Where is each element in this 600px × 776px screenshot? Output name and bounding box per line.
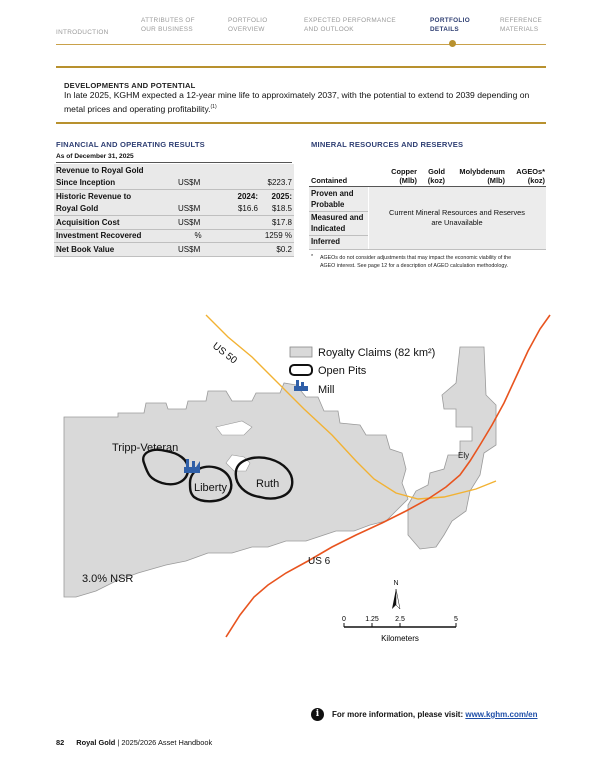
unavailable-note <box>372 208 542 228</box>
property-map <box>56 285 551 650</box>
ageo-note-line2: AGEO interest. See page 12 for a description of AGEO calculation methodology. <box>320 262 509 269</box>
north-arrow-icon <box>392 580 400 609</box>
us50-label: US 50 <box>210 340 239 367</box>
nav-divider <box>56 44 546 45</box>
info-line <box>332 710 538 719</box>
info-text: For more information, please visit: <box>332 710 466 719</box>
row-label: Historic Revenue to <box>54 190 176 203</box>
header-copper <box>385 167 417 185</box>
scale-bar <box>342 616 458 643</box>
developments-text <box>64 89 542 115</box>
nav-attributes[interactable]: ATTRIBUTES OF OUR BUSINESS <box>141 17 195 33</box>
footer-book: 2025/2026 Asset Handbook <box>121 738 213 747</box>
scale-tick-2: 2.5 <box>395 616 405 623</box>
row-label: Since Inception <box>54 177 176 190</box>
legend-mill-icon <box>294 380 308 391</box>
ely-claims-area <box>408 347 496 549</box>
row-value: 1259 % <box>260 229 294 243</box>
header-molybdenum <box>449 167 505 185</box>
legend-claims-label: Royalty Claims (82 km²) <box>318 347 436 359</box>
row-value: $16.6 <box>220 203 260 216</box>
unavailable-line1: Current Mineral Resources and Reserves <box>389 208 525 217</box>
ely-label: Ely <box>458 451 470 460</box>
legend-pits-swatch <box>290 365 312 375</box>
nav-reference-materials[interactable]: REFERENCE MATERIALS <box>500 17 543 33</box>
row-value: $0.2 <box>260 243 294 257</box>
row-label: Royal Gold <box>54 203 176 216</box>
row-inferred: Inferred <box>311 237 341 246</box>
row-label: Revenue to Royal Gold <box>54 164 176 177</box>
col-header: 2024: <box>220 190 260 203</box>
section-rule-2 <box>56 122 546 124</box>
top-navigation <box>0 16 600 46</box>
footer-brand: Royal Gold <box>76 738 116 747</box>
as-of-date: As of December 31, 2025 <box>56 153 134 160</box>
page-number: 82 <box>56 738 65 747</box>
row-measured <box>311 212 363 234</box>
header-ageo-unit: (koz) <box>527 176 545 185</box>
unavailable-line2: are Unavailable <box>431 218 483 227</box>
col-header: 2025: <box>260 190 294 203</box>
developments-body: In late 2025, KGHM expected a 12-year mine life to approximately 2037, with the potential to extend to 2039 depending on metal prices and operating profitability. <box>64 90 530 114</box>
footer-separator: | <box>117 738 120 747</box>
row-unit: US$M <box>176 243 220 257</box>
header-moly-label: Molybdenum <box>459 167 505 176</box>
header-gold <box>419 167 445 185</box>
row-proven <box>311 188 353 210</box>
legend-mill-label: Mill <box>318 384 335 396</box>
developments-title: DEVELOPMENTS AND POTENTIAL <box>64 81 196 90</box>
row-unit: % <box>176 229 220 243</box>
header-contained: Contained <box>311 176 348 185</box>
row-value: $18.5 <box>260 203 294 216</box>
scale-tick-0: 0 <box>342 616 346 623</box>
header-copper-label: Copper <box>391 167 417 176</box>
row-unit: US$M <box>176 177 220 190</box>
row-measured-line1: Measured and <box>311 213 364 222</box>
row-label: Investment Recovered <box>54 229 176 243</box>
kghm-link[interactable]: www.kghm.com/en <box>465 710 538 719</box>
header-moly-unit: (Mlb) <box>487 176 505 185</box>
table-row <box>54 177 294 190</box>
ruth-label: Ruth <box>256 478 280 490</box>
financial-title: FINANCIAL AND OPERATING RESULTS <box>56 140 205 149</box>
table-row <box>54 243 294 257</box>
row-label: Net Book Value <box>54 243 176 257</box>
table-row <box>54 216 294 230</box>
us6-label: US 6 <box>308 556 331 567</box>
table-row <box>54 164 294 177</box>
tripp-veteran-label: Tripp-Veteran <box>112 442 179 454</box>
section-rule <box>56 66 546 68</box>
row-unit: US$M <box>176 203 220 216</box>
nav-portfolio-details[interactable]: PORTFOLIO DETAILS <box>430 17 470 33</box>
north-label: N <box>393 580 399 587</box>
royalty-claims-area <box>64 383 408 597</box>
nav-introduction[interactable]: INTRODUCTION <box>56 29 109 36</box>
row-value: $223.7 <box>260 177 294 190</box>
table-row <box>54 190 294 203</box>
scale-unit: Kilometers <box>381 634 419 643</box>
table-row <box>54 229 294 243</box>
legend-pits-label: Open Pits <box>318 365 367 377</box>
legend-claims-swatch <box>290 347 312 357</box>
liberty-label: Liberty <box>194 482 228 494</box>
header-gold-unit: (koz) <box>427 176 445 185</box>
ageo-note-line1: AGEOs do not consider adjustments that may impact the economic viability of the <box>320 255 512 261</box>
row-value: $17.8 <box>260 216 294 230</box>
nsr-label: 3.0% NSR <box>82 573 134 585</box>
nav-expected-performance[interactable]: EXPECTED PERFORMANCE AND OUTLOOK <box>304 17 396 33</box>
ageo-note-star: * <box>311 254 314 260</box>
row-unit: US$M <box>176 216 220 230</box>
header-gold-label: Gold <box>428 167 445 176</box>
row-measured-line2: Indicated <box>311 224 346 233</box>
footnote-ref: (1) <box>210 104 217 110</box>
row-label: Acquisition Cost <box>54 216 176 230</box>
header-copper-unit: (Mlb) <box>399 176 417 185</box>
table-row <box>54 203 294 216</box>
row-proven-line2: Probable <box>311 200 345 209</box>
header-ageo-label: AGEOs* <box>516 167 545 176</box>
scale-tick-1: 1.25 <box>365 616 379 623</box>
nav-active-indicator <box>449 40 456 47</box>
page-footer <box>56 738 212 747</box>
header-ageos <box>509 167 545 185</box>
info-icon: i <box>311 708 324 721</box>
financial-table <box>54 164 294 257</box>
ageo-note <box>320 255 545 270</box>
row-proven-line1: Proven and <box>311 189 354 198</box>
table-top-rule <box>56 162 292 163</box>
nav-portfolio-overview[interactable]: PORTFOLIO OVERVIEW <box>228 17 268 33</box>
scale-tick-3: 5 <box>454 616 458 623</box>
mineral-title: MINERAL RESOURCES AND RESERVES <box>311 140 464 149</box>
